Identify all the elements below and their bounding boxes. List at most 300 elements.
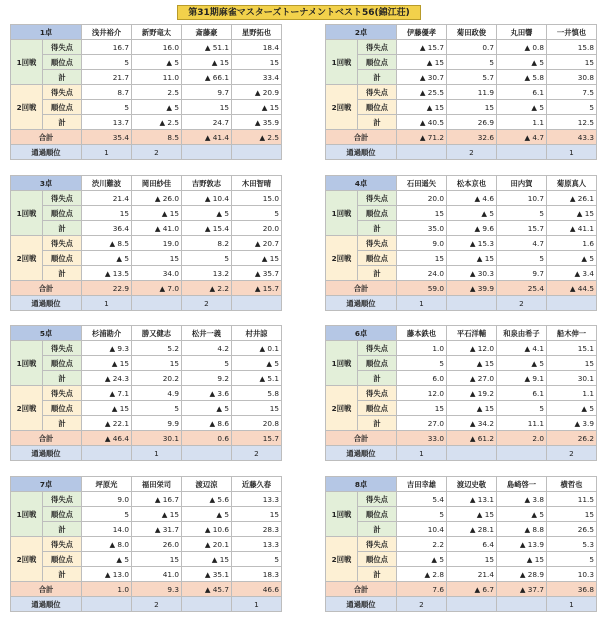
total-cell: 9.3: [132, 582, 182, 597]
score-cell: 9.7: [182, 85, 232, 100]
score-cell: ▲ 10.6: [182, 522, 232, 537]
row-label-rank: 順位点: [358, 507, 397, 522]
score-cell: ▲ 3.4: [547, 266, 597, 281]
score-cell: 15: [232, 401, 282, 416]
score-cell: 6.1: [497, 386, 547, 401]
score-cell: ▲ 15.7: [397, 40, 447, 55]
score-cell: ▲ 35.1: [182, 567, 232, 582]
score-cell: 10.7: [497, 191, 547, 206]
total-cell: 1.0: [82, 582, 132, 597]
score-cell: 27.0: [397, 416, 447, 431]
score-cell: ▲ 15: [397, 55, 447, 70]
row-label-subtotal: 計: [43, 70, 82, 85]
advance-label: 通過順位: [326, 597, 397, 612]
score-cell: ▲ 5: [232, 356, 282, 371]
score-cell: ▲ 3.6: [182, 386, 232, 401]
player-name: 和泉由希子: [497, 326, 547, 341]
score-cell: ▲ 8.0: [82, 537, 132, 552]
score-cell: 33.4: [232, 70, 282, 85]
score-cell: ▲ 2.8: [397, 567, 447, 582]
score-cell: ▲ 51.1: [182, 40, 232, 55]
score-cell: ▲ 35.9: [232, 115, 282, 130]
row-label-subtotal: 計: [358, 371, 397, 386]
row-label-score: 得失点: [358, 492, 397, 507]
score-cell: 5: [182, 251, 232, 266]
score-cell: ▲ 34.2: [447, 416, 497, 431]
total-cell: ▲ 7.0: [132, 281, 182, 296]
score-cell: 5: [397, 507, 447, 522]
score-cell: ▲ 3.9: [547, 416, 597, 431]
round-2-label: 2回戦: [326, 386, 358, 431]
table-name: 7卓: [11, 477, 82, 492]
score-cell: ▲ 31.7: [132, 522, 182, 537]
score-cell: ▲ 5: [397, 552, 447, 567]
score-cell: 9.2: [182, 371, 232, 386]
score-cell: ▲ 28.9: [497, 567, 547, 582]
total-label: 合計: [326, 431, 397, 446]
round-1-label: 1回戦: [11, 191, 43, 236]
score-cell: ▲ 40.5: [397, 115, 447, 130]
score-cell: ▲ 8.8: [497, 522, 547, 537]
advance-cell: 2: [232, 446, 282, 461]
advance-cell: 2: [132, 145, 182, 160]
score-cell: 16.0: [132, 40, 182, 55]
row-label-score: 得失点: [358, 191, 397, 206]
round-1-label: 1回戦: [11, 341, 43, 386]
row-label-rank: 順位点: [358, 206, 397, 221]
total-cell: 8.5: [132, 130, 182, 145]
advance-cell: 2: [397, 597, 447, 612]
advance-cell: 1: [82, 145, 132, 160]
player-name: 島崎啓一: [497, 477, 547, 492]
score-cell: 41.0: [132, 567, 182, 582]
score-cell: 21.4: [447, 567, 497, 582]
row-label-subtotal: 計: [43, 567, 82, 582]
score-cell: 16.7: [82, 40, 132, 55]
total-cell: 7.6: [397, 582, 447, 597]
score-cell: ▲ 5.8: [497, 70, 547, 85]
player-name: 丸田響: [497, 25, 547, 40]
round-2-label: 2回戦: [11, 537, 43, 582]
score-cell: 5.3: [547, 537, 597, 552]
row-label-score: 得失点: [358, 85, 397, 100]
score-cell: ▲ 5: [182, 206, 232, 221]
row-label-subtotal: 計: [358, 567, 397, 582]
player-name: 松本京也: [447, 176, 497, 191]
total-label: 合計: [11, 582, 82, 597]
total-cell: 35.4: [82, 130, 132, 145]
round-1-label: 1回戦: [326, 191, 358, 236]
result-table: [325, 325, 597, 461]
score-cell: 34.0: [132, 266, 182, 281]
score-cell: 26.9: [447, 115, 497, 130]
score-cell: 5: [132, 401, 182, 416]
row-label-score: 得失点: [43, 236, 82, 251]
score-cell: 20.0: [397, 191, 447, 206]
total-cell: ▲ 37.7: [497, 582, 547, 597]
score-cell: ▲ 15: [232, 251, 282, 266]
row-label-subtotal: 計: [43, 522, 82, 537]
round-2-label: 2回戦: [326, 537, 358, 582]
row-label-rank: 順位点: [358, 356, 397, 371]
score-cell: ▲ 28.1: [447, 522, 497, 537]
score-cell: ▲ 5: [82, 251, 132, 266]
advance-cell: [232, 145, 282, 160]
round-1-label: 1回戦: [326, 40, 358, 85]
row-label-rank: 順位点: [358, 251, 397, 266]
score-cell: ▲ 10.4: [182, 191, 232, 206]
row-label-score: 得失点: [358, 341, 397, 356]
player-name: 新野竜太: [132, 25, 182, 40]
round-2-label: 2回戦: [11, 236, 43, 281]
score-cell: 15.8: [547, 40, 597, 55]
player-name: 杉浦勘介: [82, 326, 132, 341]
score-cell: 7.5: [547, 85, 597, 100]
table-name: 8卓: [326, 477, 397, 492]
row-label-rank: 順位点: [358, 100, 397, 115]
player-name: 福田栄司: [132, 477, 182, 492]
total-cell: 43.3: [547, 130, 597, 145]
player-name: 渋川難波: [82, 176, 132, 191]
total-cell: 26.2: [547, 431, 597, 446]
player-name: 石田遥矢: [397, 176, 447, 191]
player-name: 船木伸一: [547, 326, 597, 341]
round-1-label: 1回戦: [11, 492, 43, 537]
round-1-label: 1回戦: [326, 341, 358, 386]
score-cell: 8.2: [182, 236, 232, 251]
score-cell: 15: [447, 552, 497, 567]
advance-cell: 1: [547, 597, 597, 612]
row-label-score: 得失点: [43, 191, 82, 206]
row-label-rank: 順位点: [43, 100, 82, 115]
advance-cell: [82, 597, 132, 612]
score-cell: ▲ 4.1: [497, 341, 547, 356]
score-cell: 15: [397, 401, 447, 416]
score-cell: 5.2: [132, 341, 182, 356]
score-cell: ▲ 13.1: [447, 492, 497, 507]
advance-label: 通過順位: [326, 296, 397, 311]
score-cell: ▲ 26.1: [547, 191, 597, 206]
score-cell: 15: [447, 100, 497, 115]
advance-cell: [397, 145, 447, 160]
total-cell: ▲ 41.4: [182, 130, 232, 145]
score-cell: 36.4: [82, 221, 132, 236]
result-table: [325, 476, 597, 612]
score-cell: 18.4: [232, 40, 282, 55]
advance-cell: [447, 296, 497, 311]
score-cell: ▲ 2.5: [132, 115, 182, 130]
score-cell: ▲ 7.1: [82, 386, 132, 401]
score-cell: ▲ 15: [182, 55, 232, 70]
row-label-rank: 順位点: [358, 552, 397, 567]
score-cell: ▲ 5: [132, 55, 182, 70]
score-cell: 15: [82, 206, 132, 221]
score-cell: ▲ 15: [82, 401, 132, 416]
score-cell: 5: [232, 206, 282, 221]
score-cell: 30.8: [547, 70, 597, 85]
score-cell: ▲ 15: [447, 507, 497, 522]
advance-cell: 2: [182, 296, 232, 311]
score-cell: 11.9: [447, 85, 497, 100]
player-name: 浅井裕介: [82, 25, 132, 40]
score-cell: ▲ 22.1: [82, 416, 132, 431]
score-cell: 5: [547, 100, 597, 115]
score-cell: ▲ 15: [132, 507, 182, 522]
score-cell: 19.0: [132, 236, 182, 251]
total-cell: 2.0: [497, 431, 547, 446]
score-cell: 5: [182, 356, 232, 371]
score-cell: ▲ 5: [447, 206, 497, 221]
advance-cell: [547, 296, 597, 311]
advance-cell: [497, 597, 547, 612]
score-cell: 13.7: [82, 115, 132, 130]
total-cell: 25.4: [497, 281, 547, 296]
score-cell: ▲ 8.5: [82, 236, 132, 251]
total-cell: 33.0: [397, 431, 447, 446]
score-cell: 18.3: [232, 567, 282, 582]
score-cell: ▲ 15.4: [182, 221, 232, 236]
row-label-score: 得失点: [43, 85, 82, 100]
score-cell: ▲ 5: [182, 507, 232, 522]
total-cell: ▲ 46.4: [82, 431, 132, 446]
score-cell: 10.4: [397, 522, 447, 537]
score-cell: ▲ 0.1: [232, 341, 282, 356]
score-cell: ▲ 5: [497, 100, 547, 115]
score-cell: 15.1: [547, 341, 597, 356]
total-cell: 32.6: [447, 130, 497, 145]
total-label: 合計: [11, 281, 82, 296]
player-name: 木田智晴: [232, 176, 282, 191]
player-name: 星野拓也: [232, 25, 282, 40]
player-name: 菊田政俊: [447, 25, 497, 40]
advance-cell: 1: [547, 145, 597, 160]
score-cell: 5: [82, 55, 132, 70]
score-cell: 5: [447, 55, 497, 70]
total-cell: 22.9: [82, 281, 132, 296]
score-cell: 15: [132, 356, 182, 371]
row-label-subtotal: 計: [358, 221, 397, 236]
score-cell: 26.5: [547, 522, 597, 537]
total-label: 合計: [11, 130, 82, 145]
row-label-rank: 順位点: [43, 552, 82, 567]
score-cell: 24.0: [397, 266, 447, 281]
score-cell: ▲ 26.0: [132, 191, 182, 206]
result-table: [10, 24, 282, 160]
advance-cell: [182, 145, 232, 160]
score-cell: ▲ 15: [82, 356, 132, 371]
score-cell: 21.4: [82, 191, 132, 206]
row-label-subtotal: 計: [358, 522, 397, 537]
row-label-score: 得失点: [43, 537, 82, 552]
score-cell: 4.9: [132, 386, 182, 401]
score-cell: ▲ 30.7: [397, 70, 447, 85]
score-cell: 28.3: [232, 522, 282, 537]
result-table: [325, 24, 597, 160]
score-cell: 15.0: [232, 191, 282, 206]
advance-label: 通過順位: [326, 446, 397, 461]
advance-cell: [232, 296, 282, 311]
score-cell: 24.7: [182, 115, 232, 130]
advance-cell: 2: [132, 597, 182, 612]
row-label-subtotal: 計: [43, 371, 82, 386]
score-cell: 6.4: [447, 537, 497, 552]
score-cell: 2.2: [397, 537, 447, 552]
score-cell: ▲ 15: [397, 100, 447, 115]
advance-cell: 2: [547, 446, 597, 461]
score-cell: ▲ 24.3: [82, 371, 132, 386]
score-cell: 12.5: [547, 115, 597, 130]
player-name: 渡辺涼: [182, 477, 232, 492]
total-cell: ▲ 71.2: [397, 130, 447, 145]
row-label-rank: 順位点: [43, 251, 82, 266]
advance-label: 通過順位: [326, 145, 397, 160]
score-cell: 11.1: [497, 416, 547, 431]
score-cell: ▲ 9.3: [82, 341, 132, 356]
row-label-score: 得失点: [358, 236, 397, 251]
advance-cell: 1: [132, 446, 182, 461]
player-name: 田内賀: [497, 176, 547, 191]
score-cell: 5: [82, 100, 132, 115]
advance-cell: [497, 446, 547, 461]
round-2-label: 2回戦: [326, 85, 358, 130]
score-cell: ▲ 8.6: [182, 416, 232, 431]
score-cell: 9.9: [132, 416, 182, 431]
score-cell: ▲ 5: [547, 401, 597, 416]
total-cell: ▲ 45.7: [182, 582, 232, 597]
score-cell: 30.1: [547, 371, 597, 386]
score-cell: ▲ 13.0: [82, 567, 132, 582]
table-name: 6卓: [326, 326, 397, 341]
score-cell: ▲ 27.0: [447, 371, 497, 386]
score-cell: 15: [232, 55, 282, 70]
score-cell: 15: [547, 507, 597, 522]
score-cell: 10.3: [547, 567, 597, 582]
score-cell: 0.7: [447, 40, 497, 55]
total-cell: 0.6: [182, 431, 232, 446]
score-cell: 15: [547, 55, 597, 70]
score-cell: 11.0: [132, 70, 182, 85]
score-cell: 15: [397, 206, 447, 221]
row-label-rank: 順位点: [358, 401, 397, 416]
advance-cell: [132, 296, 182, 311]
score-cell: 35.0: [397, 221, 447, 236]
score-cell: 5: [497, 251, 547, 266]
row-label-rank: 順位点: [43, 206, 82, 221]
score-cell: 15: [397, 251, 447, 266]
score-cell: ▲ 30.3: [447, 266, 497, 281]
table-name: 1卓: [11, 25, 82, 40]
score-cell: ▲ 15.3: [447, 236, 497, 251]
player-name: 吉田幸雄: [397, 477, 447, 492]
row-label-score: 得失点: [358, 40, 397, 55]
score-cell: 15: [182, 100, 232, 115]
player-name: 坪原光: [82, 477, 132, 492]
score-cell: ▲ 41.0: [132, 221, 182, 236]
score-cell: ▲ 5: [547, 251, 597, 266]
score-cell: ▲ 20.9: [232, 85, 282, 100]
score-cell: ▲ 3.8: [497, 492, 547, 507]
player-name: 渡辺史敬: [447, 477, 497, 492]
score-cell: 15.7: [497, 221, 547, 236]
total-cell: 46.6: [232, 582, 282, 597]
score-cell: 9.0: [82, 492, 132, 507]
score-cell: 12.0: [397, 386, 447, 401]
row-label-rank: 順位点: [43, 55, 82, 70]
score-cell: 26.0: [132, 537, 182, 552]
score-cell: 21.7: [82, 70, 132, 85]
player-name: 吉野敦志: [182, 176, 232, 191]
score-cell: ▲ 15: [547, 206, 597, 221]
player-name: 菊原真人: [547, 176, 597, 191]
total-cell: ▲ 4.7: [497, 130, 547, 145]
total-cell: ▲ 2.2: [182, 281, 232, 296]
total-label: 合計: [326, 281, 397, 296]
score-cell: 15: [132, 251, 182, 266]
score-cell: 5: [497, 401, 547, 416]
row-label-subtotal: 計: [43, 266, 82, 281]
score-cell: 6.1: [497, 85, 547, 100]
player-name: 村井諒: [232, 326, 282, 341]
total-cell: 30.1: [132, 431, 182, 446]
row-label-rank: 順位点: [43, 401, 82, 416]
round-2-label: 2回戦: [11, 85, 43, 130]
score-cell: ▲ 35.7: [232, 266, 282, 281]
advance-cell: 1: [82, 296, 132, 311]
player-name: 勝又健志: [132, 326, 182, 341]
total-cell: ▲ 6.7: [447, 582, 497, 597]
score-cell: 5.8: [232, 386, 282, 401]
score-cell: ▲ 15: [182, 552, 232, 567]
player-name: 平石洋輔: [447, 326, 497, 341]
row-label-subtotal: 計: [358, 416, 397, 431]
score-cell: ▲ 13.9: [497, 537, 547, 552]
player-name: 岡田紗佳: [132, 176, 182, 191]
total-label: 合計: [326, 130, 397, 145]
score-cell: 6.0: [397, 371, 447, 386]
score-cell: 20.8: [232, 416, 282, 431]
round-1-label: 1回戦: [326, 492, 358, 537]
score-cell: 15: [547, 356, 597, 371]
score-cell: ▲ 25.5: [397, 85, 447, 100]
score-cell: 13.3: [232, 492, 282, 507]
score-cell: 5: [397, 356, 447, 371]
score-cell: ▲ 5: [132, 100, 182, 115]
player-name: 一井慎也: [547, 25, 597, 40]
row-label-subtotal: 計: [358, 266, 397, 281]
total-label: 合計: [326, 582, 397, 597]
total-cell: ▲ 44.5: [547, 281, 597, 296]
score-cell: 1.6: [547, 236, 597, 251]
score-cell: ▲ 15: [132, 206, 182, 221]
score-cell: 5: [82, 507, 132, 522]
score-cell: ▲ 5: [82, 552, 132, 567]
row-label-score: 得失点: [43, 40, 82, 55]
row-label-rank: 順位点: [43, 356, 82, 371]
score-cell: 14.0: [82, 522, 132, 537]
score-cell: 5: [232, 552, 282, 567]
score-cell: ▲ 9.6: [447, 221, 497, 236]
advance-label: 通過順位: [11, 296, 82, 311]
score-cell: ▲ 19.2: [447, 386, 497, 401]
row-label-score: 得失点: [358, 537, 397, 552]
score-cell: ▲ 9.1: [497, 371, 547, 386]
row-label-subtotal: 計: [43, 115, 82, 130]
advance-label: 通過順位: [11, 145, 82, 160]
advance-cell: 1: [397, 446, 447, 461]
score-cell: ▲ 5.1: [232, 371, 282, 386]
advance-cell: 2: [447, 145, 497, 160]
row-label-subtotal: 計: [43, 221, 82, 236]
